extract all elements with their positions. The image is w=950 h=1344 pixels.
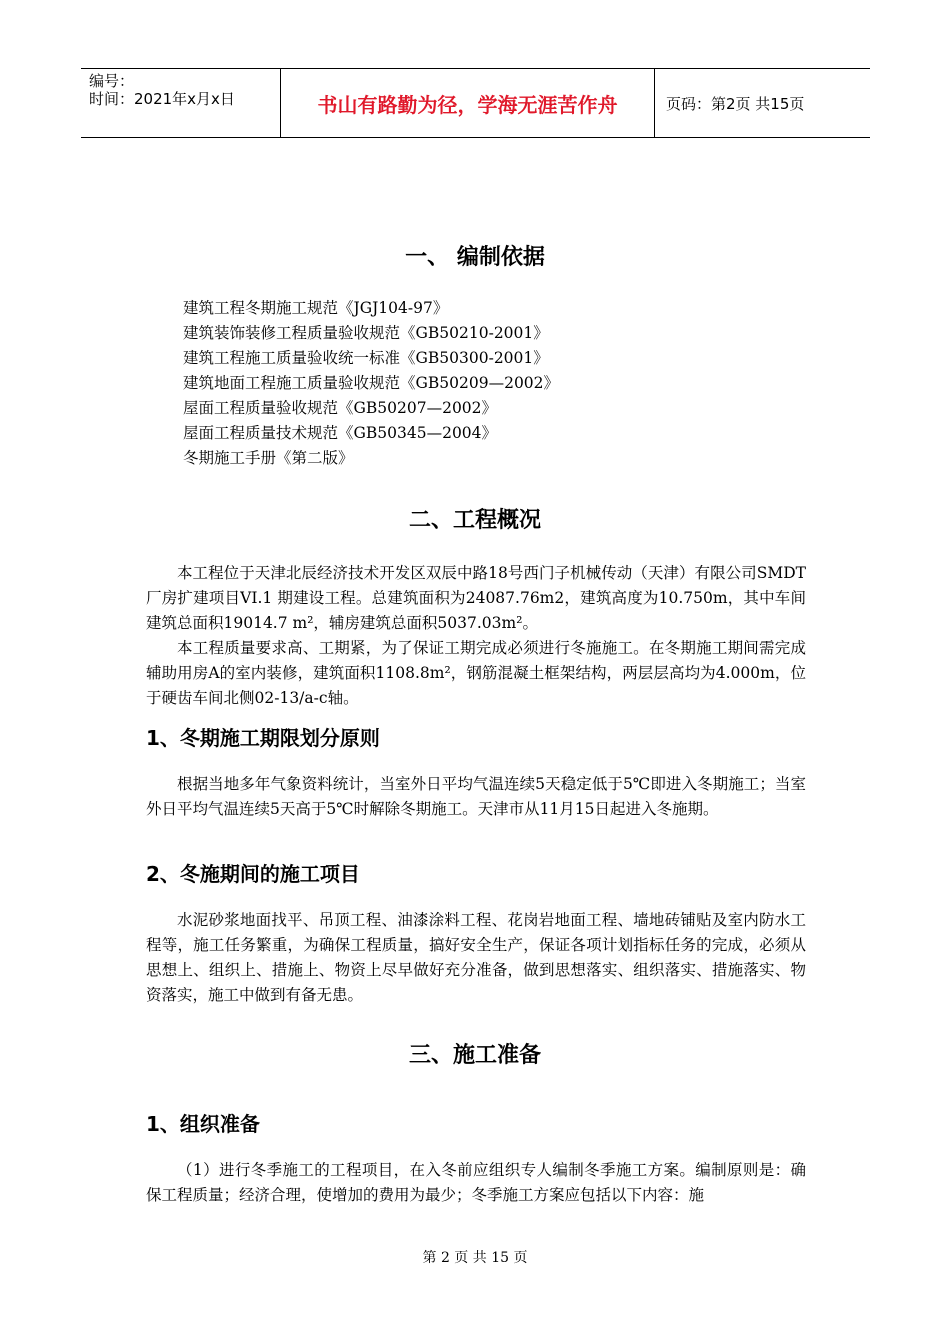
reference-item: 冬期施工手册《第二版》 xyxy=(183,449,354,467)
section-title-overview: 二、工程概况 xyxy=(408,508,541,533)
subsection-title-organization: 1、组织准备 xyxy=(146,1112,260,1136)
organization-paragraph: （1）进行冬季施工的工程项目，在入冬前应组织专人编制冬季施工方案。编制原则是：确保工程质量；经济合理，使增加的费用为最少；冬季施工方案应包括以下内容：施 xyxy=(146,1161,806,1204)
motto: 书山有路勤为径，学海无涯苦作舟 xyxy=(281,69,655,137)
section-title-basis: 一、 编制依据 xyxy=(405,245,545,270)
reference-item: 屋面工程质量技术规范《GB50345—2004》 xyxy=(183,424,498,442)
reference-list xyxy=(183,296,559,471)
reference-item: 建筑地面工程施工质量验收规范《GB50209—2002》 xyxy=(183,374,560,392)
number-label: 编号： xyxy=(89,72,135,90)
overview-paragraph-2: 本工程质量要求高、工期紧，为了保证工期完成必须进行冬施施工。在冬期施工期间需完成辅助用房A的室内装修，建筑面积1108.8m²，钢筋混凝土框架结构，两层层高均为4.000m，位于硬齿车间北侧02-13/a-c轴。 xyxy=(146,639,806,707)
page-footer: 第 2 页 共 15 页 xyxy=(422,1250,528,1266)
section-title-preparation: 三、施工准备 xyxy=(408,1043,541,1068)
header-table xyxy=(81,68,870,138)
overview-paragraph-1: 本工程位于天津北辰经济技术开发区双辰中路18号西门子机械传动（天津）有限公司SMDT 厂房扩建项目VI.1 期建设工程。总建筑面积为24087.76m2，建筑高度为10.750m，其中车间建筑总面积19014.7 m²，辅房建筑总面积5037.03m²。 xyxy=(146,564,806,632)
reference-item: 建筑装饰装修工程质量验收规范《GB50210-2001》 xyxy=(183,324,549,342)
reference-item: 屋面工程质量验收规范《GB50207—2002》 xyxy=(183,399,498,417)
reference-item: 建筑工程施工质量验收统一标准《GB50300-2001》 xyxy=(183,349,549,367)
period-paragraph: 根据当地多年气象资料统计，当室外日平均气温连续5天稳定低于5℃即进入冬期施工；当室外日平均气温连续5天高于5℃时解除冬期施工。天津市从11月15日起进入冬施期。 xyxy=(146,775,806,818)
header-meta-cell xyxy=(81,69,281,137)
subsection-title-period: 1、冬期施工期限划分原则 xyxy=(146,726,380,750)
time-label: 时间：2021年x月x日 xyxy=(89,90,235,108)
reference-item: 建筑工程冬期施工规范《JGJ104-97》 xyxy=(183,299,449,317)
page-info: 页码：第2页 共15页 xyxy=(666,94,805,113)
subsection-title-items: 2、冬施期间的施工项目 xyxy=(146,862,360,886)
items-paragraph: 水泥砂浆地面找平、吊顶工程、油漆涂料工程、花岗岩地面工程、墙地砖铺贴及室内防水工程等，施工任务繁重，为确保工程质量，搞好安全生产，保证各项计划指标任务的完成，必须从思想上、组织上、措施上、物资上尽早做好充分准备，做到思想落实、组织落实、措施落实、物资落实，施工中做到有备无患。 xyxy=(146,911,806,1004)
